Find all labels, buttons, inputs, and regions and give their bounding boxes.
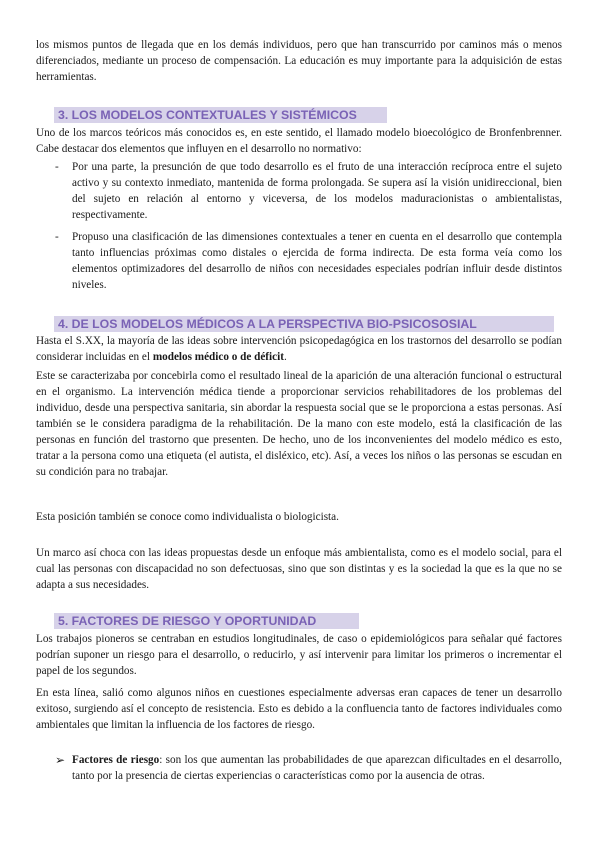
text-run: : son los que aumentan las probabilidades de que aparezcan dificultades en el desarrollo, tanto por la presencia de ciertas experiencias o características como por la ausencia de otras. (72, 754, 562, 782)
section-3-paragraph: Uno de los marcos teóricos más conocidos es, en este sentido, el llamado modelo bioecológico de Bronfenbrenner. Cabe destacar dos elementos que influyen en el desarrollo no normativo: (36, 127, 562, 155)
text-run: Hasta el S.XX, la mayoría de las ideas sobre intervención psicopedagógica en los trastornos del desarrollo se podían considerar incluidas en el (36, 335, 562, 363)
list-item-text: Propuso una clasificación de las dimensiones contextuales a tener en cuenta en el desarrollo que contempla tanto influencias próximas como distales o ejercida de forma indirecta. De esta forma veía como los elementos optimizadores del desarrollo de niños con necesidades especiales podrían influir desde distintos niveles. (72, 231, 562, 291)
bullet-dash: - (55, 161, 59, 173)
section-3-heading: 3. LOS MODELOS CONTEXTUALES Y SISTÉMICOS (54, 107, 387, 123)
bold-term: Factores de riesgo (72, 754, 160, 766)
intro-paragraph: los mismos puntos de llegada que en los demás individuos, pero que han transcurrido por caminos más o menos diferenciados, mediante un proceso de compensación. La educación es muy importante para la adquisición de estas herramientas. (36, 39, 562, 83)
section-4-paragraph-2: Este se caracterizaba por concebirla como el resultado lineal de la aparición de una alteración funcional o estructural en el organismo. La intervención médica tiende a proporcionar servicios rehabilitadores de los problemas del individuo, desde una perspectiva sanitaria, sin abordar la respuesta social que se le proporciona a estas personas. Así también se le considera paradigma de la rehabilitación. De la mano con este modelo, está la clasificación de las personas en función del trastorno que presenten. De hecho, uno de los inconvenientes del modelo médico es esto, tratar a la persona como una etiqueta (el autista, el disléxico, etc). Así, a veces los niños o las personas se escudan en su condición para no trabajar. (36, 370, 562, 478)
section-5-heading: 5. FACTORES DE RIESGO Y OPORTUNIDAD (54, 613, 359, 629)
list-item (55, 752, 562, 784)
arrow-bullet-icon: ➢ (55, 753, 66, 767)
section-5-paragraph-2: En esta línea, salió como algunos niños en cuestiones especialmente adversas eran capaces de tener un desarrollo exitoso, surgiendo así el concepto de resistencia. Esto es debido a la confluencia tanto de factores individuales como ambientales que limitan la influencia de los factores de riesgo. (36, 687, 562, 731)
list-item-text (55, 752, 562, 784)
section-4-paragraph-3: Esta posición también se conoce como individualista o biologicista. (36, 511, 339, 523)
section-4-paragraph-4: Un marco así choca con las ideas propuestas desde un enfoque más ambientalista, como es el modelo social, para el cual las personas con discapacidad no son defectuosas, sino que son distintas y es la sociedad la que es la que no se adapta a sus necesidades. (36, 547, 562, 591)
list-item (55, 229, 562, 293)
text-run: . (283, 351, 287, 363)
section-4-paragraph-1 (36, 333, 562, 365)
bold-term: modelos médico o de déficit (152, 351, 284, 363)
bullet-dash: - (55, 231, 59, 243)
section-4-heading: 4. DE LOS MODELOS MÉDICOS A LA PERSPECTIVA BIO-PSICOSOSIAL (54, 316, 554, 332)
list-item-text: Por una parte, la presunción de que todo desarrollo es el fruto de una interacción recíproca entre el sujeto activo y su contexto inmediato, mantenida de forma prolongada. Se supera así la visión unidireccional, bien del sujeto en relación al entorno y viceversa, de los modelos maduracionistas o ambientalistas, respectivamente. (72, 161, 562, 221)
list-item (55, 159, 562, 223)
section-5-paragraph-1: Los trabajos pioneros se centraban en estudios longitudinales, de caso o epidemiológicos para señalar qué factores podrían suponer un riesgo para el desarrollo, o reducirlo, y así intervenir para limitar los primeros o incrementar el papel de los segundos. (36, 633, 562, 677)
